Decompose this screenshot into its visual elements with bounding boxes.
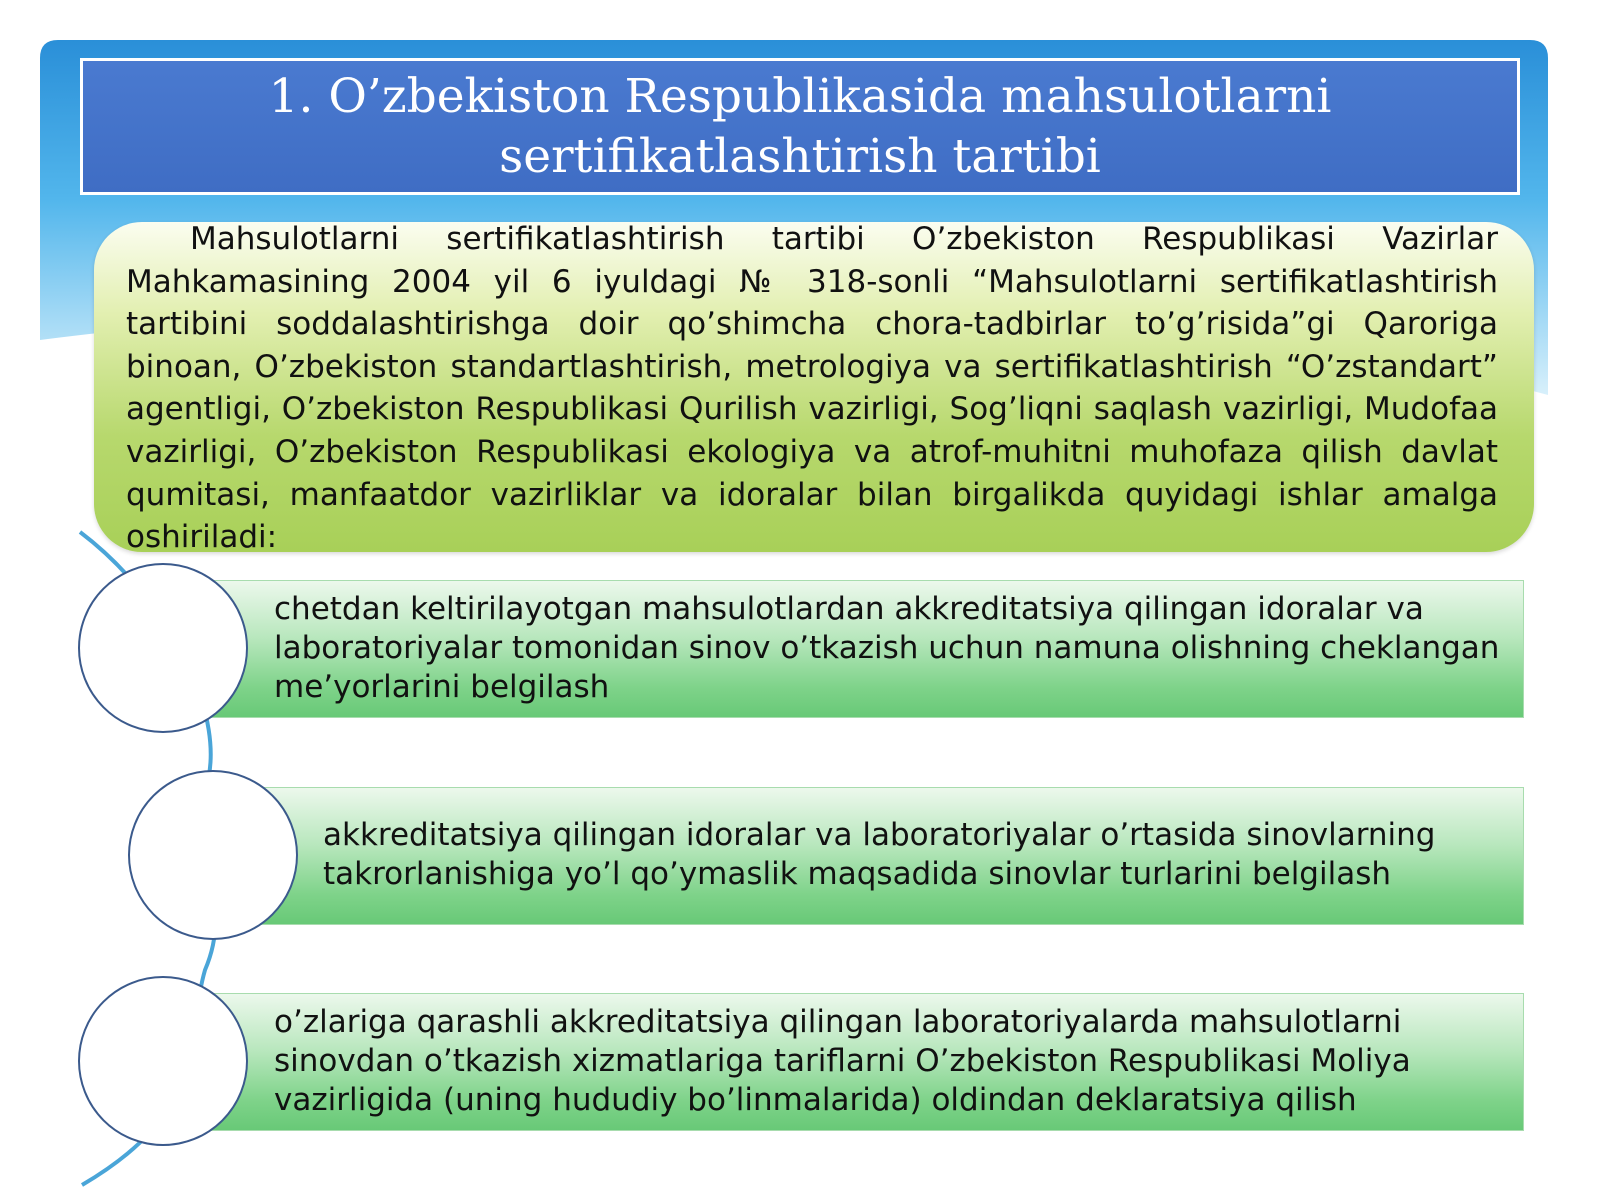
list-item-circle-2 (128, 770, 298, 940)
list-item-circle-3 (78, 976, 248, 1146)
list-item-circle-1 (78, 563, 248, 733)
title-box (80, 58, 1520, 195)
list-item-text-3: o’zlariga qarashli akkreditatsiya qilingan laboratoriyalarda mahsulotlarni sinovdan o’tkazish xizmatlariga tariflarni O’zbekiston Respublikasi Moliya vazirligida (uning hududiy bo’linmalarida) oldindan deklaratsiya qilish (274, 1004, 1411, 1118)
title-line-2: sertifikatlashtirish tartibi (499, 128, 1101, 184)
list-item-text-2: akkreditatsiya qilingan idoralar va laboratoriyalar o’rtasida sinovlarning takrorlanishiga yo’l qo’ymaslik maqsadida sinovlar turlarini belgilash (323, 817, 1436, 892)
list-item-text-1: chetdan keltirilayotgan mahsulotlardan akkreditatsiya qilingan idoralar va laboratoriyalar tomonidan sinov o’tkazish uchun namuna olishning cheklangan me’yorlarini belgilash (274, 591, 1500, 705)
intro-paragraph: Mahsulotlarni sertifikatlashtirish tartibi O’zbekiston Respublikasi Vazirlar Mahkamasining 2004 yil 6 iyuldagi № 318-sonli “Mahsulotlarni sertifikatlashtirish tartibini soddalashtirishga doir qo’shimcha chora-tadbirlar to’g’risida”gi Qaroriga binoan, O’zbekiston standartlashtirish, metrologiya va sertifikatlashtirish “O’zstandart” agentligi, O’zbekiston Respublikasi Qurilish vazirligi, Sog’liqni saqlash vazirligi, Mudofaa vazirligi, O’zbekiston Respublikasi ekologiya va atrof-muhitni muhofaza qilish davlat qumitasi, manfaatdor vazirliklar va idoralar bilan birgalikda quyidagi ishlar amalga oshiriladi: (126, 221, 1498, 556)
title-line-1: 1. O’zbekiston Respublikasida mahsulotlarni (268, 68, 1332, 124)
